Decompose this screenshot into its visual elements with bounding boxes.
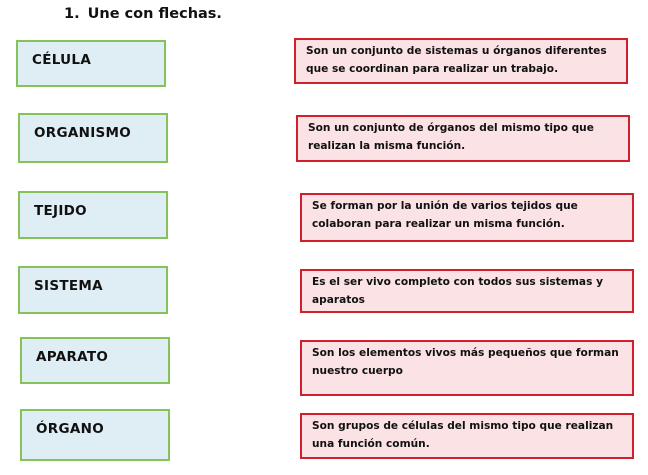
term-label: ORGANISMO <box>34 125 132 141</box>
term-label: SISTEMA <box>34 278 103 294</box>
definition-box-4[interactable] <box>300 269 634 313</box>
definition-text: Es el ser vivo completo con todos sus sistemas y aparatos <box>312 276 603 306</box>
definition-box-1[interactable] <box>294 38 628 84</box>
term-label: CÉLULA <box>32 52 92 68</box>
term-label: TEJIDO <box>34 203 87 219</box>
definition-box-5[interactable] <box>300 340 634 396</box>
term-label: APARATO <box>36 349 109 365</box>
definition-text: Son los elementos vivos más pequeños que forman nuestro cuerpo <box>312 347 619 377</box>
definition-text: Son un conjunto de sistemas u órganos diferentes que se coordinan para realizar un trabajo. <box>306 45 607 75</box>
term-box-tejido[interactable] <box>18 191 168 239</box>
term-box-celula[interactable] <box>16 40 166 87</box>
definition-text: Son grupos de células del mismo tipo que realizan una función común. <box>312 420 614 450</box>
exercise-title: Une con flechas. <box>87 6 222 22</box>
term-box-organo[interactable] <box>20 409 170 461</box>
definition-text: Se forman por la unión de varios tejidos que colaboran para realizar un misma función. <box>312 200 578 230</box>
term-label: ÓRGANO <box>36 421 104 437</box>
exercise-heading <box>64 6 222 22</box>
definition-text: Son un conjunto de órganos del mismo tipo que realizan la misma función. <box>308 122 594 152</box>
definition-box-6[interactable] <box>300 413 634 459</box>
term-box-aparato[interactable] <box>20 337 170 384</box>
definition-box-2[interactable] <box>296 115 630 162</box>
definition-box-3[interactable] <box>300 193 634 242</box>
term-box-sistema[interactable] <box>18 266 168 314</box>
exercise-number: 1. <box>64 6 80 22</box>
term-box-organismo[interactable] <box>18 113 168 163</box>
